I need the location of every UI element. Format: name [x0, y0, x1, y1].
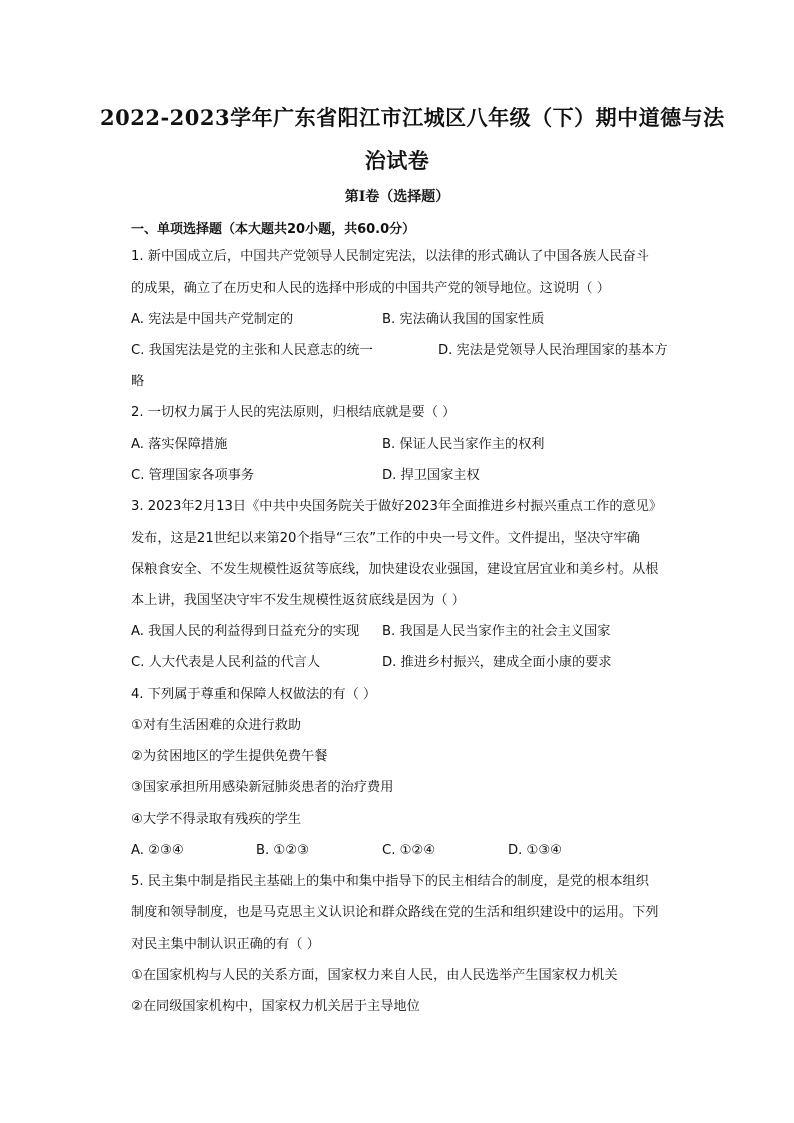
question-1-option-b: B. 宪法确认我国的国家性质 — [382, 312, 545, 327]
question-3-option-c: C. 人大代表是人民利益的代言人 — [131, 655, 321, 670]
question-5-statement-1: ①在国家机构与人民的关系方面，国家权力来自人民，由人民选举产生国家权力机关 — [131, 968, 618, 983]
question-5-statement-2: ②在同级国家机构中，国家权力机关居于主导地位 — [131, 999, 420, 1014]
volume-subtitle: 第I卷（选择题） — [344, 189, 450, 205]
question-3-option-b: B. 我国是人民当家作主的社会主义国家 — [382, 624, 611, 639]
question-5-stem-line-1: 5. 民主集中制是指民主基础上的集中和集中指导下的民主相结合的制度，是党的根本组织 — [131, 874, 649, 889]
exam-title-line-2: 治试卷 — [364, 148, 430, 173]
question-4-option-a: A. ②③④ — [131, 843, 184, 858]
question-3-option-d: D. 推进乡村振兴，建成全面小康的要求 — [382, 655, 612, 670]
question-4-statement-3: ③国家承担所用感染新冠肺炎患者的治疗费用 — [131, 780, 394, 795]
question-1-stem-line-1: 1. 新中国成立后，中国共产党领导人民制定宪法，以法律的形式确认了中国各族人民奋斗 — [131, 249, 649, 264]
question-1-stem-line-2: 的成果，确立了在历史和人民的选择中形成的中国共产党的领导地位。这说明（ ） — [131, 281, 610, 296]
question-3-stem-line-4: 本上讲，我国坚决守牢不发生规模性返贫底线是因为（ ） — [131, 593, 465, 608]
question-2-option-c: C. 管理国家各项事务 — [131, 468, 255, 483]
question-4-option-b: B. ①②③ — [256, 843, 309, 858]
question-1-option-a: A. 宪法是中国共产党制定的 — [131, 312, 294, 327]
question-3-stem-line-3: 保粮食安全、不发生规模性返贫等底线，加快建设农业强国，建设宜居宜业和美乡村。从根 — [131, 562, 659, 577]
question-4-statement-4: ④大学不得录取有残疾的学生 — [131, 812, 302, 827]
section-heading: 一、单项选择题（本大题共20小题，共60.0分） — [131, 222, 416, 237]
question-1-option-d-continued: 略 — [131, 374, 145, 389]
question-5-stem-line-3: 对民主集中制认识正确的有（ ） — [131, 937, 320, 952]
question-1-option-d: D. 宪法是党领导人民治理国家的基本方 — [438, 343, 668, 358]
question-4-statement-2: ②为贫困地区的学生提供免费午餐 — [131, 749, 328, 764]
question-2-option-a: A. 落实保障措施 — [131, 437, 228, 452]
question-4-statement-1: ①对有生活困难的众进行救助 — [131, 718, 302, 733]
question-3-stem-line-2: 发布，这是21世纪以来第20个指导“三农”工作的中央一号文件。文件提出，坚决守牢确 — [131, 531, 640, 546]
question-1-option-c: C. 我国宪法是党的主张和人民意志的统一 — [131, 343, 373, 358]
exam-title-line-1: 2022-2023学年广东省阳江市江城区八年级（下）期中道德与法 — [100, 105, 725, 130]
question-2-option-d: D. 捍卫国家主权 — [382, 468, 480, 483]
question-3-option-a: A. 我国人民的利益得到日益充分的实现 — [131, 624, 360, 639]
question-5-stem-line-2: 制度和领导制度，也是马克思主义认识论和群众路线在党的生活和组织建设中的运用。下列 — [131, 905, 659, 920]
question-4-option-c: C. ①②④ — [382, 843, 436, 858]
question-2-stem-line-1: 2. 一切权力属于人民的宪法原则，归根结底就是要（ ） — [131, 405, 456, 420]
question-2-option-b: B. 保证人民当家作主的权利 — [382, 437, 545, 452]
question-3-stem-line-1: 3. 2023年2月13日《中共中央国务院关于做好2023年全面推进乡村振兴重点工作的意见》 — [131, 499, 663, 514]
question-4-stem-line-1: 4. 下列属于尊重和保障人权做法的有（ ） — [131, 687, 377, 702]
question-4-option-d: D. ①③④ — [508, 843, 563, 858]
